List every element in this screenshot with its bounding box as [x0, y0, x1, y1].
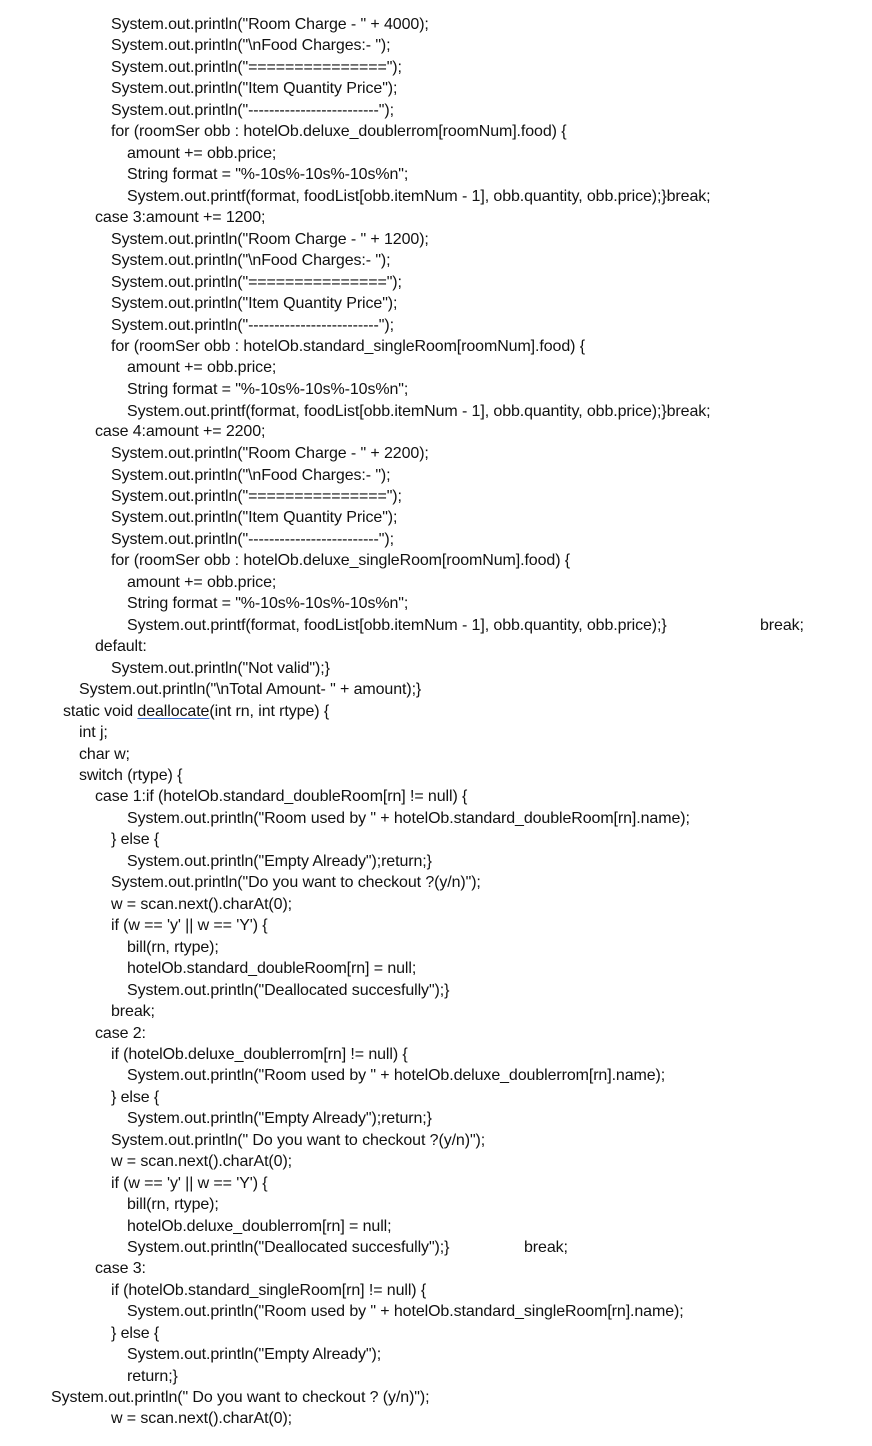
code-line: System.out.println("Room Charge - " + 4000);: [111, 16, 429, 33]
code-line: System.out.println("===============");: [111, 274, 402, 291]
code-line: String format = "%-10s%-10s%-10s%n";: [127, 595, 409, 612]
code-fragment: static void: [63, 703, 138, 720]
code-line: String format = "%-10s%-10s%-10s%n";: [127, 166, 409, 183]
code-line: break;: [760, 617, 804, 634]
code-line: case 3:: [95, 1260, 146, 1277]
code-line: break;: [111, 1003, 155, 1020]
code-line: System.out.println(" Do you want to checkout ? (y/n)");: [51, 1389, 430, 1406]
code-line: if (hotelOb.deluxe_doublerrom[rn] != null) {: [111, 1046, 408, 1063]
code-line: bill(rn, rtype);: [127, 939, 219, 956]
code-line: } else {: [111, 1089, 160, 1106]
code-line: System.out.println("-------------------------");: [111, 317, 394, 334]
code-line: if (w == 'y' || w == 'Y') {: [111, 1175, 268, 1192]
code-line: System.out.println("===============");: [111, 488, 402, 505]
code-line: System.out.println("\nFood Charges:- ");: [111, 467, 391, 484]
code-line: System.out.println("-------------------------");: [111, 531, 394, 548]
code-line: } else {: [111, 831, 160, 848]
code-line: for (roomSer obb : hotelOb.standard_singleRoom[roomNum].food) {: [111, 338, 585, 355]
code-line: System.out.println("Room Charge - " + 1200);: [111, 231, 429, 248]
code-line: default:: [95, 638, 147, 655]
code-line: System.out.println("\nFood Charges:- ");: [111, 252, 391, 269]
code-line: bill(rn, rtype);: [127, 1196, 219, 1213]
code-line: w = scan.next().charAt(0);: [111, 1410, 293, 1427]
spellcheck-underline: deallocate: [137, 703, 210, 720]
code-line: System.out.println("===============");: [111, 59, 402, 76]
code-line: System.out.println("Empty Already");: [127, 1346, 382, 1363]
code-line: System.out.println(" Do you want to checkout ?(y/n)");: [111, 1132, 486, 1149]
code-line: System.out.println("Room used by " + hotelOb.standard_doubleRoom[rn].name);: [127, 810, 690, 827]
code-fragment: (int rn, int rtype) {: [209, 703, 330, 720]
code-line: } else {: [111, 1325, 160, 1342]
code-line: System.out.println("\nFood Charges:- ");: [111, 37, 391, 54]
code-line: int j;: [79, 724, 108, 741]
code-line: System.out.println("Item Quantity Price");: [111, 509, 398, 526]
code-line: System.out.println("Room used by " + hotelOb.standard_singleRoom[rn].name);: [127, 1303, 684, 1320]
code-line: amount += obb.price;: [127, 574, 277, 591]
code-line: w = scan.next().charAt(0);: [111, 1153, 293, 1170]
code-line: case 1:if (hotelOb.standard_doubleRoom[rn] != null) {: [95, 788, 468, 805]
code-line: System.out.printf(format, foodList[obb.itemNum - 1], obb.quantity, obb.price);}break;: [127, 188, 711, 205]
code-line: for (roomSer obb : hotelOb.deluxe_singleRoom[roomNum].food) {: [111, 552, 571, 569]
code-line: if (w == 'y' || w == 'Y') {: [111, 917, 268, 934]
code-line: System.out.println("Do you want to checkout ?(y/n)");: [111, 874, 481, 891]
code-line: break;: [524, 1239, 568, 1256]
code-line: System.out.println("Deallocated succesfully");}: [127, 1239, 450, 1256]
code-line: System.out.println("Empty Already");return;}: [127, 1110, 432, 1127]
code-line: System.out.println("Deallocated succesfully");}: [127, 982, 450, 999]
code-line: System.out.println("\nTotal Amount- " + amount);}: [79, 681, 422, 698]
code-line: char w;: [79, 746, 130, 763]
code-line: System.out.println("Not valid");}: [111, 660, 330, 677]
code-line: amount += obb.price;: [127, 359, 277, 376]
code-line: hotelOb.standard_doubleRoom[rn] = null;: [127, 960, 417, 977]
code-line: w = scan.next().charAt(0);: [111, 896, 293, 913]
code-line: case 3:amount += 1200;: [95, 209, 266, 226]
code-line: System.out.println("-------------------------");: [111, 102, 394, 119]
code-line: System.out.println("Item Quantity Price");: [111, 295, 398, 312]
code-line: System.out.println("Empty Already");return;}: [127, 853, 432, 870]
code-line: return;}: [127, 1368, 178, 1385]
code-line: System.out.println("Item Quantity Price");: [111, 80, 398, 97]
code-line: System.out.printf(format, foodList[obb.itemNum - 1], obb.quantity, obb.price);}: [127, 617, 667, 634]
code-line: System.out.println("Room Charge - " + 2200);: [111, 445, 429, 462]
code-line: for (roomSer obb : hotelOb.deluxe_doublerrom[roomNum].food) {: [111, 123, 567, 140]
code-line: case 2:: [95, 1025, 146, 1042]
code-line: if (hotelOb.standard_singleRoom[rn] != null) {: [111, 1282, 427, 1299]
code-line: amount += obb.price;: [127, 145, 277, 162]
code-line: [63, 702, 329, 722]
code-line: case 4:amount += 2200;: [95, 423, 266, 440]
code-line: System.out.printf(format, foodList[obb.itemNum - 1], obb.quantity, obb.price);}break;: [127, 403, 711, 420]
code-line: switch (rtype) {: [79, 767, 183, 784]
code-line: String format = "%-10s%-10s%-10s%n";: [127, 381, 409, 398]
code-line: hotelOb.deluxe_doublerrom[rn] = null;: [127, 1218, 392, 1235]
code-line: System.out.println("Room used by " + hotelOb.deluxe_doublerrom[rn].name);: [127, 1067, 666, 1084]
